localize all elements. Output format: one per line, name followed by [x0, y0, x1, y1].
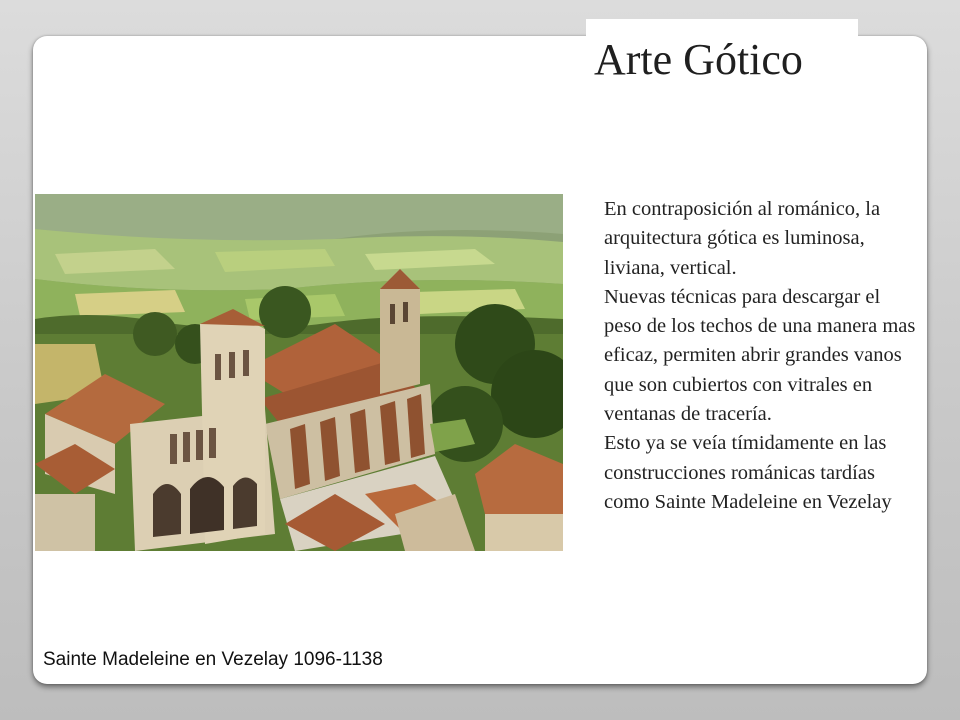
body-text — [604, 195, 922, 517]
image-caption: Sainte Madeleine en Vezelay 1096-1138 — [43, 649, 383, 670]
paragraph-romanesque: Esto ya se veía tímidamente en las construcciones románicas tardías como Sainte Madeleine en Vezelay — [604, 432, 892, 513]
basilica-photo — [35, 194, 563, 551]
paragraph-techniques: Nuevas técnicas para descargar el peso de los techos de una manera mas eficaz, permiten abrir grandes vanos que son cubiertos con vitrales en ventanas de tracería. — [604, 285, 916, 426]
slide-title: Arte Gótico — [594, 35, 803, 84]
paragraph-intro: En contraposición al románico, la arquitectura gótica es luminosa, liviana, vertical. — [604, 198, 881, 279]
